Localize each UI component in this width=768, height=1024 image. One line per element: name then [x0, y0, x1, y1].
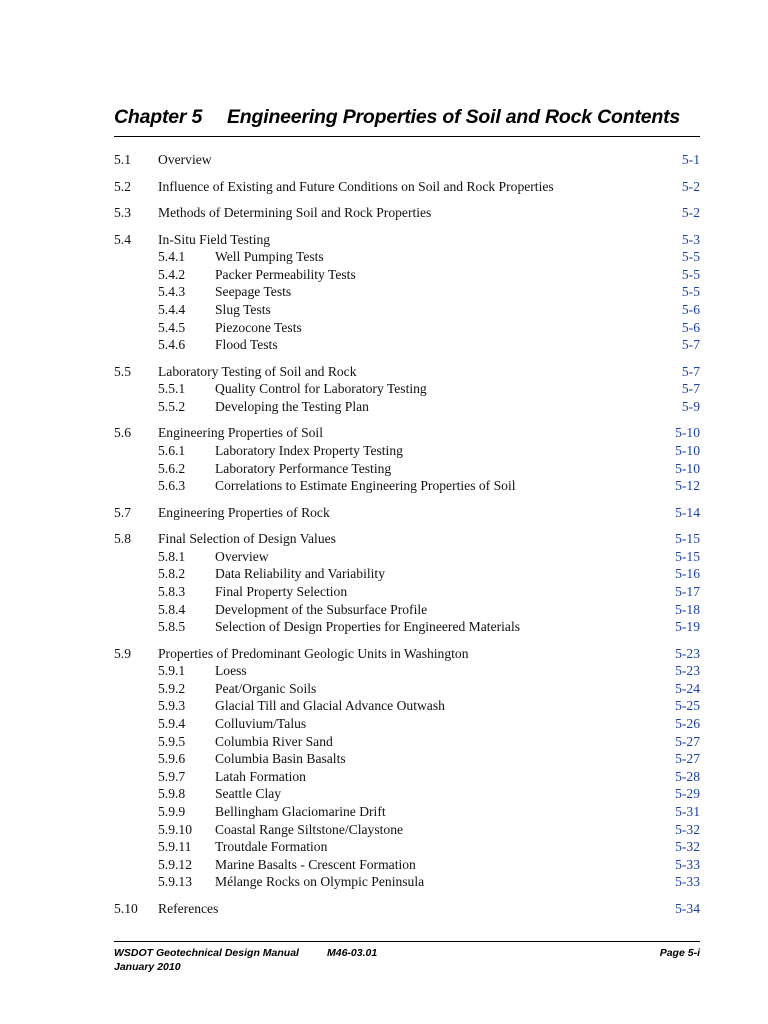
toc-entry-label: In-Situ Field Testing [158, 231, 271, 247]
toc-subsection-row[interactable] [114, 821, 700, 838]
toc-section-row[interactable] [114, 504, 700, 521]
toc-subsection-row[interactable] [114, 662, 700, 679]
toc-section-row[interactable] [114, 645, 700, 662]
toc-page-link[interactable]: 5-23 [675, 645, 700, 661]
toc-subsection-row[interactable] [114, 838, 700, 855]
footer-manual-code: M46-03.01 [327, 947, 378, 959]
toc-entry-label: Selection of Design Properties for Engineered Materials [215, 619, 521, 635]
toc-page-link[interactable]: 5-7 [681, 381, 700, 397]
toc-page-link[interactable]: 5-26 [675, 716, 700, 731]
toc-page-link[interactable]: 5-15 [675, 548, 700, 564]
toc-subsection-row[interactable] [114, 301, 700, 318]
toc-page-link[interactable]: 5-19 [675, 619, 700, 635]
chapter-number: Chapter 5 [114, 106, 203, 128]
toc-subsection-row[interactable] [114, 248, 700, 265]
toc-page-link[interactable]: 5-34 [675, 900, 700, 916]
toc-page-link[interactable]: 5-27 [675, 733, 700, 749]
toc-entry-number: 5.3 [114, 205, 131, 220]
toc-subsection-row[interactable] [114, 803, 700, 820]
toc-page-link[interactable]: 5-2 [681, 205, 700, 220]
toc-section-row[interactable] [114, 530, 700, 547]
toc-subsection-row[interactable] [114, 856, 700, 873]
toc-entry-number: 5.1 [114, 152, 131, 167]
toc-entry-label: Packer Permeability Tests [215, 266, 356, 282]
toc-entry-label: Final Selection of Design Values [158, 531, 336, 547]
toc-entry-label: Engineering Properties of Rock [158, 504, 330, 520]
toc-page-link[interactable]: 5-23 [675, 663, 700, 679]
toc-entry-number: 5.9.1 [158, 663, 186, 679]
toc-entry-number: 5.9.3 [158, 698, 186, 714]
toc-subsection-row[interactable] [114, 380, 700, 397]
toc-entry-number: 5.8 [114, 531, 131, 547]
toc-subsection-row[interactable] [114, 460, 700, 477]
toc-entry-label: Peat/Organic Soils [215, 680, 317, 696]
toc-page-link[interactable]: 5-28 [675, 768, 700, 784]
toc-subsection-row[interactable] [114, 583, 700, 600]
toc-subsection-row[interactable] [114, 266, 700, 283]
toc-entry-number: 5.4.6 [158, 337, 186, 353]
toc-entry-label: Final Property Selection [215, 583, 348, 599]
toc-subsection-row[interactable] [114, 336, 700, 353]
toc-entry-number: 5.9.8 [158, 786, 186, 802]
toc-entry-number: 5.6.3 [158, 478, 186, 494]
toc-page-link[interactable]: 5-29 [675, 786, 700, 802]
toc-subsection-row[interactable] [114, 442, 700, 459]
toc-entry-number: 5.9.11 [158, 839, 192, 855]
toc-page-link[interactable]: 5-5 [681, 249, 700, 265]
toc-subsection-row[interactable] [114, 750, 700, 767]
toc-entry-label: Flood Tests [215, 337, 278, 353]
toc-entry-label: Laboratory Testing of Soil and Rock [158, 363, 357, 379]
toc-subsection-row[interactable] [114, 680, 700, 697]
toc-entry-label: Engineering Properties of Soil [158, 425, 323, 441]
toc-entry-label: Laboratory Index Property Testing [215, 442, 403, 458]
toc-entry-label: Piezocone Tests [215, 319, 302, 335]
toc-page-link[interactable]: 5-24 [675, 680, 700, 696]
toc-page-link[interactable]: 5-33 [675, 874, 700, 890]
toc-entry-number: 5.9.4 [158, 716, 186, 731]
toc-entry-number: 5.5 [114, 363, 131, 379]
toc-subsection-row[interactable] [114, 715, 700, 732]
toc-entry-label: Coastal Range Siltstone/Claystone [215, 821, 404, 837]
toc-page-link[interactable]: 5-6 [681, 301, 700, 317]
toc-entry-number: 5.9.6 [158, 751, 186, 767]
toc-entry-label: Correlations to Estimate Engineering Properties of Soil [215, 478, 516, 494]
toc-entry-label: Quality Control for Laboratory Testing [215, 381, 427, 397]
toc-entry-number: 5.4.4 [158, 301, 186, 317]
toc-entry-number: 5.8.5 [158, 619, 186, 635]
toc-entry-number: 5.9.7 [158, 768, 186, 784]
toc-page-link[interactable]: 5-32 [675, 839, 700, 855]
toc-subsection-row[interactable] [114, 733, 700, 750]
toc-entry-label: Methods of Determining Soil and Rock Properties [158, 205, 432, 220]
toc-page-link[interactable]: 5-3 [681, 231, 700, 247]
toc-subsection-row[interactable] [114, 768, 700, 785]
toc-entry-label: Laboratory Performance Testing [215, 460, 392, 476]
toc-entry-label: Well Pumping Tests [215, 249, 324, 265]
toc-subsection-row[interactable] [114, 548, 700, 565]
toc-subsection-row[interactable] [114, 618, 700, 635]
toc-page-link[interactable]: 5-5 [681, 284, 700, 300]
toc-page-link[interactable]: 5-2 [681, 178, 700, 194]
toc-entry-number: 5.9.9 [158, 804, 186, 819]
toc-entry-label: Marine Basalts - Crescent Formation [215, 856, 416, 872]
toc-entry-number: 5.9.13 [158, 874, 192, 890]
toc-entry-number: 5.6.2 [158, 460, 186, 476]
toc-subsection-row[interactable] [114, 398, 700, 415]
toc-page-link[interactable]: 5-17 [675, 583, 700, 599]
toc-entry-label: Data Reliability and Variability [215, 566, 386, 582]
footer-manual-title: WSDOT Geotechnical Design Manual [114, 947, 299, 959]
toc-entry-label: Properties of Predominant Geologic Units in Washington [158, 645, 469, 661]
footer-line-2 [114, 960, 700, 974]
toc-page-link[interactable]: 5-7 [681, 337, 700, 353]
toc-page-link[interactable]: 5-27 [675, 751, 700, 767]
toc-entry-number: 5.4.3 [158, 284, 186, 300]
toc-entry-label: Overview [215, 548, 269, 564]
toc-section-row[interactable] [114, 231, 700, 248]
toc-page-link[interactable]: 5-18 [675, 601, 700, 617]
toc-entry-number: 5.5.1 [158, 381, 186, 397]
toc-subsection-row[interactable] [114, 873, 700, 890]
toc-entry-number: 5.8.4 [158, 601, 186, 617]
toc-page-link[interactable]: 5-9 [681, 398, 700, 414]
toc-entry-label: Colluvium/Talus [215, 716, 307, 731]
toc-entry-number: 5.4.5 [158, 319, 186, 335]
toc-entry-label: Slug Tests [215, 301, 271, 317]
toc-page-link[interactable]: 5-1 [681, 152, 700, 167]
toc-entry-number: 5.8.1 [158, 548, 186, 564]
toc-subsection-row[interactable] [114, 477, 700, 494]
toc-entry-number: 5.10 [114, 900, 138, 916]
toc-entry-number: 5.4.1 [158, 249, 186, 265]
toc-entry-label: Columbia River Sand [215, 733, 333, 749]
toc-entry-label: Overview [158, 152, 212, 167]
toc-entry-label: Latah Formation [215, 768, 306, 784]
toc-entry-number: 5.7 [114, 504, 131, 520]
toc-section-row[interactable] [114, 900, 700, 917]
toc-entry-label: Troutdale Formation [215, 839, 328, 855]
toc-page-link[interactable]: 5-32 [675, 821, 700, 837]
toc-entry-label: References [158, 900, 219, 916]
toc-page-link[interactable]: 5-31 [675, 804, 700, 819]
toc-section-row[interactable] [114, 178, 700, 195]
toc-subsection-row[interactable] [114, 283, 700, 300]
toc-page-link[interactable]: 5-16 [675, 566, 700, 582]
toc-page-link[interactable]: 5-14 [675, 504, 700, 520]
toc-section-row[interactable] [114, 424, 700, 441]
toc-section-row[interactable] [114, 363, 700, 380]
toc-entry-number: 5.2 [114, 178, 131, 194]
footer-rule [114, 941, 700, 942]
toc-page-link[interactable]: 5-6 [681, 319, 700, 335]
toc-entry-number: 5.4 [114, 231, 131, 247]
toc-section-row[interactable] [114, 151, 700, 168]
toc-page-link[interactable]: 5-25 [675, 698, 700, 714]
toc-entry-number: 5.4.2 [158, 266, 186, 282]
footer-line-1 [114, 946, 700, 960]
toc-entry-number: 5.6 [114, 425, 131, 441]
toc-subsection-row[interactable] [114, 319, 700, 336]
toc-entry-label: Loess [215, 663, 247, 679]
toc-entry-number: 5.9.5 [158, 733, 186, 749]
toc-page-link[interactable]: 5-10 [675, 460, 700, 476]
toc-entry-number: 5.8.3 [158, 583, 186, 599]
toc-entry-number: 5.9 [114, 645, 131, 661]
toc-entry-number: 5.6.1 [158, 442, 186, 458]
toc-page-link[interactable]: 5-10 [675, 425, 700, 441]
footer-date: January 2010 [114, 961, 181, 973]
toc-page-link[interactable]: 5-5 [681, 266, 700, 282]
toc-entry-number: 5.9.10 [158, 821, 192, 837]
toc-entry-label: Influence of Existing and Future Conditions on Soil and Rock Properties [158, 178, 554, 194]
toc-page-link[interactable]: 5-10 [675, 442, 700, 458]
toc-entry-label: Bellingham Glaciomarine Drift [215, 804, 386, 819]
toc-entry-label: Glacial Till and Glacial Advance Outwash [215, 698, 445, 714]
toc-page-link[interactable]: 5-7 [681, 363, 700, 379]
toc-entry-number: 5.8.2 [158, 566, 186, 582]
toc-entry-number: 5.9.2 [158, 680, 186, 696]
toc-page-link[interactable]: 5-33 [675, 856, 700, 872]
toc-subsection-row[interactable] [114, 785, 700, 802]
toc-entry-label: Development of the Subsurface Profile [215, 601, 428, 617]
toc-entry-label: Mélange Rocks on Olympic Peninsula [215, 874, 425, 890]
toc-entry-number: 5.9.12 [158, 856, 192, 872]
toc-page-link[interactable]: 5-12 [675, 478, 700, 494]
toc-entry-label: Seepage Tests [215, 284, 292, 300]
footer-page-number: Page 5-i [659, 947, 700, 959]
toc-entry-label: Seattle Clay [215, 786, 282, 802]
toc-section-row[interactable] [114, 204, 700, 221]
toc-entry-number: 5.5.2 [158, 398, 186, 414]
toc-subsection-row[interactable] [114, 565, 700, 582]
toc-entry-label: Columbia Basin Basalts [215, 751, 346, 767]
toc-subsection-row[interactable] [114, 697, 700, 714]
chapter-title-text: Engineering Properties of Soil and Rock Contents [227, 106, 681, 128]
toc-page-link[interactable]: 5-15 [675, 531, 700, 547]
toc-subsection-row[interactable] [114, 601, 700, 618]
toc-entry-label: Developing the Testing Plan [215, 398, 369, 414]
